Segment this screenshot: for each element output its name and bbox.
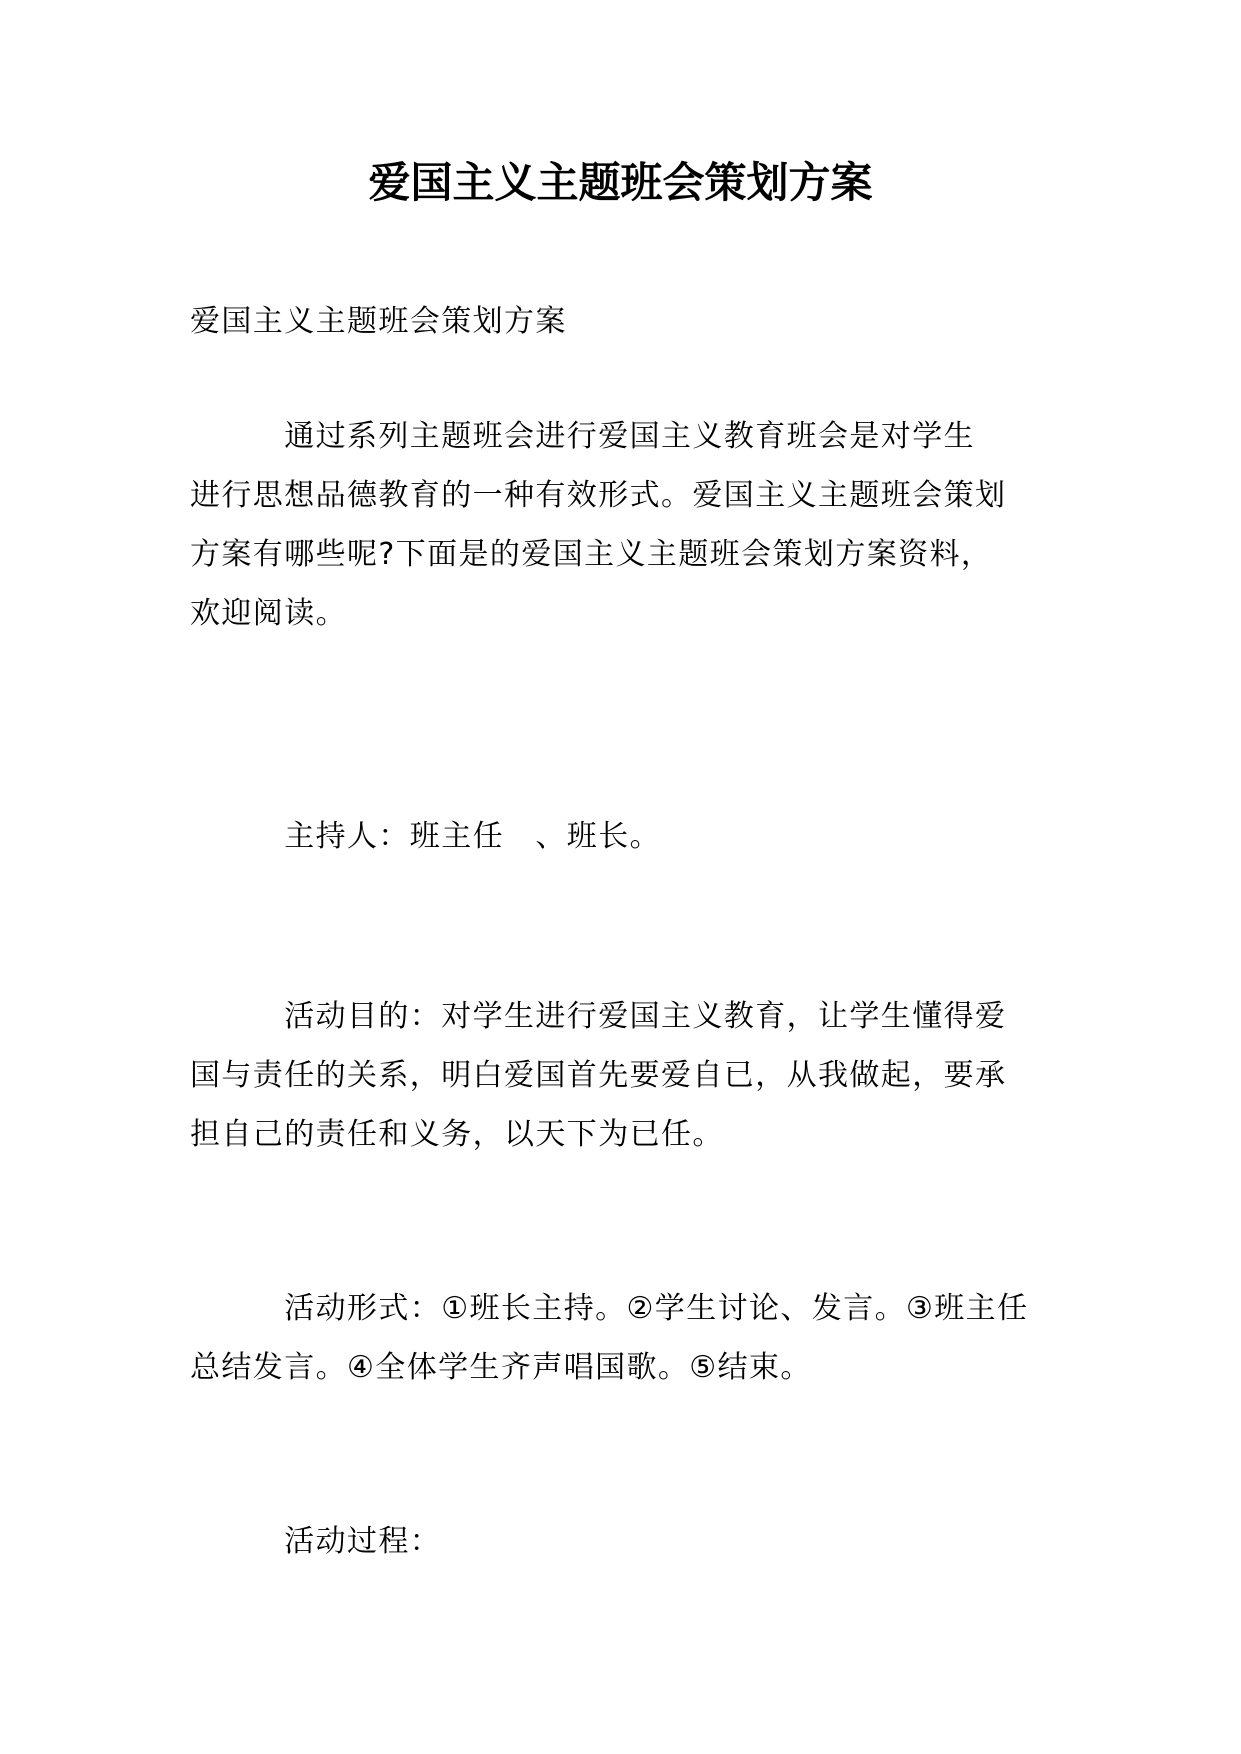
intro-paragraph bbox=[190, 407, 1060, 643]
process-line: 活动过程： bbox=[190, 1524, 442, 1559]
purpose-paragraph bbox=[190, 987, 1060, 1164]
document-title: 爱国主义主题班会策划方案 bbox=[368, 158, 873, 207]
purpose-line-3: 担自己的责任和义务，以天下为已任。 bbox=[190, 1117, 724, 1152]
host-paragraph bbox=[190, 807, 1060, 866]
subtitle-line: 爱国主义主题班会策划方案 bbox=[190, 304, 567, 339]
purpose-line-2: 国与责任的关系，明白爱国首先要爱自已，从我做起，要承 bbox=[190, 1058, 1007, 1093]
process-paragraph bbox=[190, 1512, 1060, 1571]
form-line-2: 总结发言。④全体学生齐声唱国歌。⑤结束。 bbox=[190, 1350, 812, 1385]
host-line: 主持人：班主任 、班长。 bbox=[190, 819, 661, 854]
intro-line-4: 欢迎阅读。 bbox=[190, 596, 347, 631]
intro-line-2: 进行思想品德教育的一种有效形式。爱国主义主题班会策划 bbox=[190, 478, 1007, 513]
document-subtitle bbox=[190, 292, 1060, 351]
intro-line-3: 方案有哪些呢?下面是的爱国主义主题班会策划方案资料， bbox=[190, 537, 993, 572]
intro-line-1: 通过系列主题班会进行爱国主义教育班会是对学生 bbox=[190, 419, 975, 454]
form-line-1: 活动形式：①班长主持。②学生讨论、发言。③班主任 bbox=[190, 1291, 1029, 1326]
purpose-line-1: 活动目的：对学生进行爱国主义教育，让学生懂得爱 bbox=[190, 999, 1007, 1034]
form-paragraph bbox=[190, 1279, 1060, 1397]
